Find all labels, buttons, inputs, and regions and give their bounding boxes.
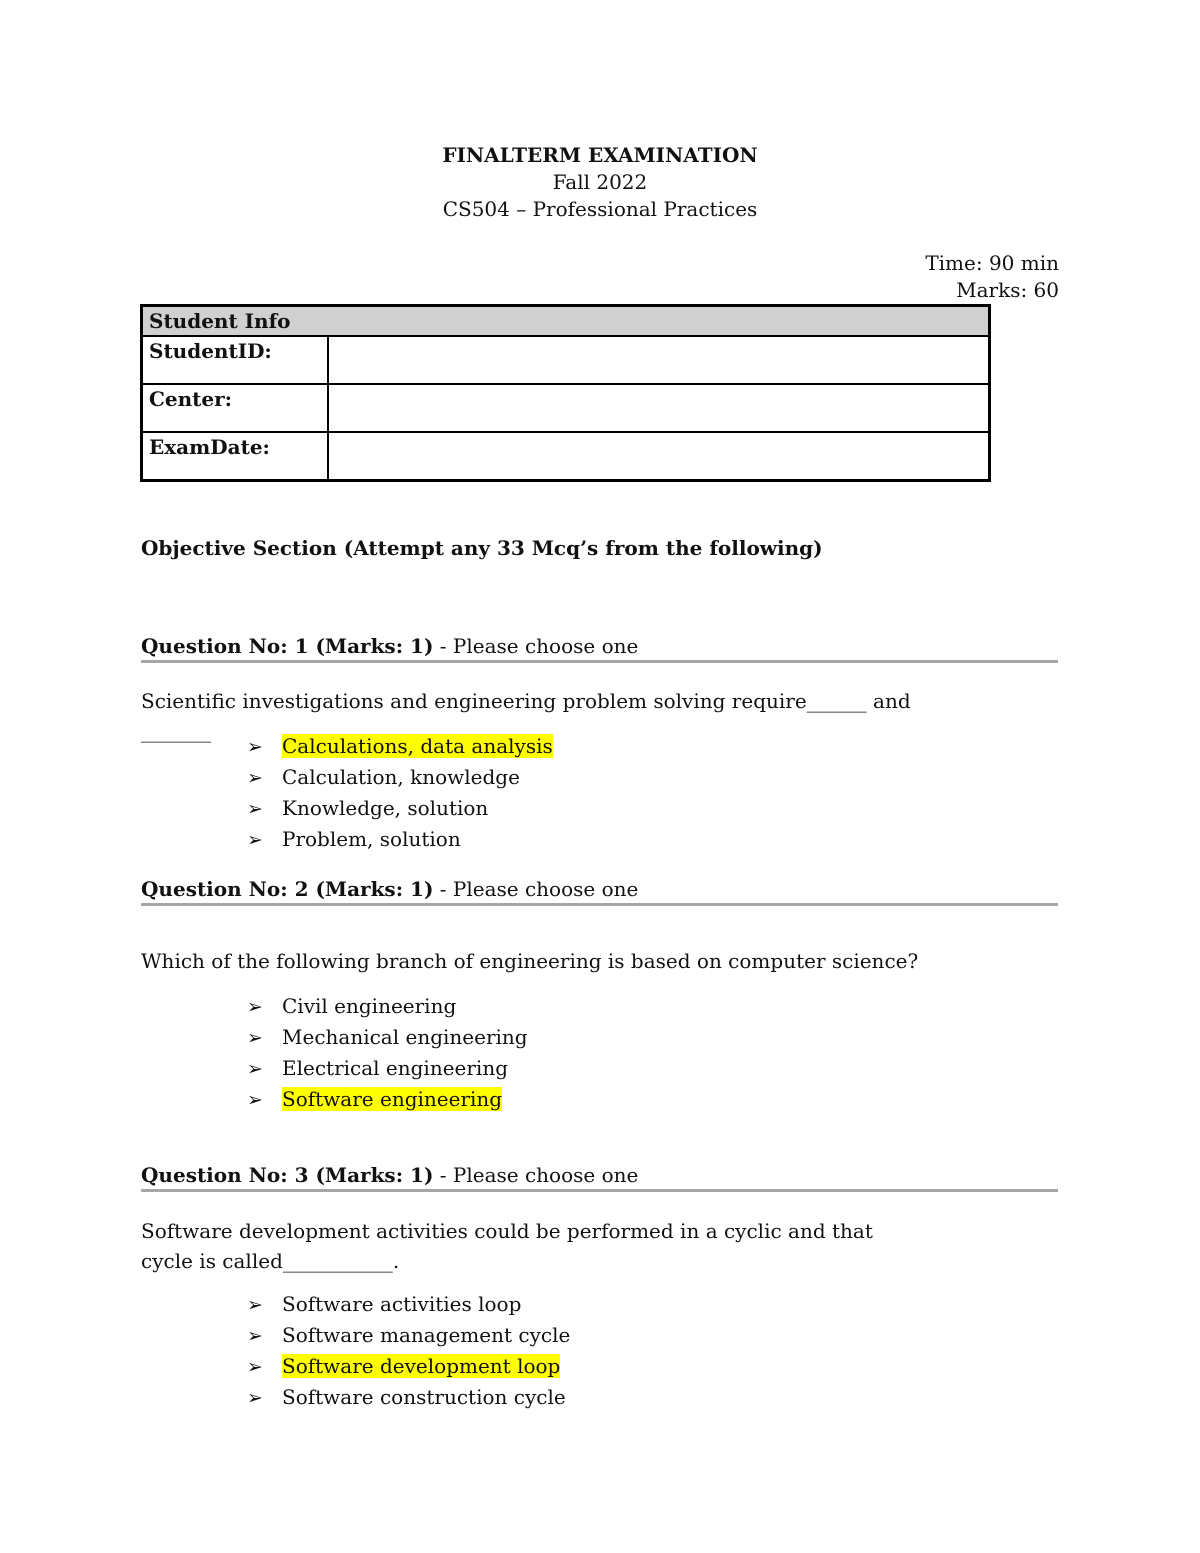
- option-item[interactable]: [247, 1084, 528, 1115]
- objective-section-title: Objective Section (Attempt any 33 Mcq’s from the following): [141, 536, 823, 560]
- arrowhead-bullet-icon: ➢: [247, 1089, 263, 1111]
- question-2-text: Which of the following branch of engineering is based on computer science?: [141, 949, 919, 973]
- option-item[interactable]: [247, 824, 553, 855]
- option-label: Electrical engineering: [282, 1056, 509, 1080]
- option-item[interactable]: [247, 793, 553, 824]
- option-label: Software development loop: [282, 1354, 561, 1378]
- arrowhead-bullet-icon: ➢: [247, 1027, 263, 1049]
- arrowhead-bullet-icon: ➢: [247, 798, 263, 820]
- student-info-heading: Student Info: [142, 306, 990, 337]
- option-label: Calculation, knowledge: [282, 765, 520, 789]
- option-label: Software construction cycle: [282, 1385, 566, 1409]
- center-field[interactable]: [328, 384, 990, 432]
- student-id-field[interactable]: [328, 336, 990, 384]
- option-label: Software engineering: [282, 1087, 503, 1111]
- question-3-options: [247, 1289, 570, 1413]
- option-label: Civil engineering: [282, 994, 457, 1018]
- exam-marks: Marks: 60: [956, 278, 1059, 302]
- option-item[interactable]: [247, 991, 528, 1022]
- question-1-options: [247, 731, 553, 855]
- option-label: Knowledge, solution: [282, 796, 489, 820]
- arrowhead-bullet-icon: ➢: [247, 1387, 263, 1409]
- exam-title: FINALTERM EXAMINATION: [442, 143, 758, 167]
- arrowhead-bullet-icon: ➢: [247, 1325, 263, 1347]
- option-label: Software activities loop: [282, 1292, 522, 1316]
- question-3-heading: Question No: 3 (Marks: 1): [141, 1163, 434, 1187]
- arrowhead-bullet-icon: ➢: [247, 736, 263, 758]
- question-1-heading: Question No: 1 (Marks: 1): [141, 634, 434, 658]
- question-1-header: [141, 634, 1058, 663]
- question-2-options: [247, 991, 528, 1115]
- question-2-header: [141, 877, 1058, 906]
- option-label: Mechanical engineering: [282, 1025, 528, 1049]
- option-label: Software management cycle: [282, 1323, 571, 1347]
- center-label: Center:: [142, 384, 329, 432]
- question-3-instruction: - Please choose one: [433, 1163, 639, 1187]
- exam-date-field[interactable]: [328, 432, 990, 481]
- option-label: Problem, solution: [282, 827, 461, 851]
- option-item[interactable]: [247, 1022, 528, 1053]
- option-item[interactable]: [247, 1382, 570, 1413]
- question-1-text: Scientific investigations and engineering problem solving require______ and _______: [141, 689, 911, 743]
- student-info-table: [140, 304, 991, 482]
- option-item[interactable]: [247, 1351, 570, 1382]
- question-3-text: Software development activities could be performed in a cyclic and that cycle is called___________.: [141, 1219, 873, 1273]
- question-3-header: [141, 1163, 1058, 1192]
- question-1-instruction: - Please choose one: [433, 634, 639, 658]
- arrowhead-bullet-icon: ➢: [247, 829, 263, 851]
- question-2-instruction: - Please choose one: [433, 877, 639, 901]
- option-item[interactable]: [247, 762, 553, 793]
- exam-term: Fall 2022: [552, 170, 648, 194]
- question-2-heading: Question No: 2 (Marks: 1): [141, 877, 434, 901]
- arrowhead-bullet-icon: ➢: [247, 996, 263, 1018]
- exam-time: Time: 90 min: [925, 251, 1059, 275]
- arrowhead-bullet-icon: ➢: [247, 1294, 263, 1316]
- arrowhead-bullet-icon: ➢: [247, 1058, 263, 1080]
- student-id-label: StudentID:: [142, 336, 329, 384]
- option-item[interactable]: [247, 1320, 570, 1351]
- exam-date-label: ExamDate:: [142, 432, 329, 481]
- course-title: CS504 – Professional Practices: [442, 197, 758, 221]
- option-label: Calculations, data analysis: [282, 734, 553, 758]
- option-item[interactable]: [247, 731, 553, 762]
- arrowhead-bullet-icon: ➢: [247, 767, 263, 789]
- arrowhead-bullet-icon: ➢: [247, 1356, 263, 1378]
- option-item[interactable]: [247, 1053, 528, 1084]
- option-item[interactable]: [247, 1289, 570, 1320]
